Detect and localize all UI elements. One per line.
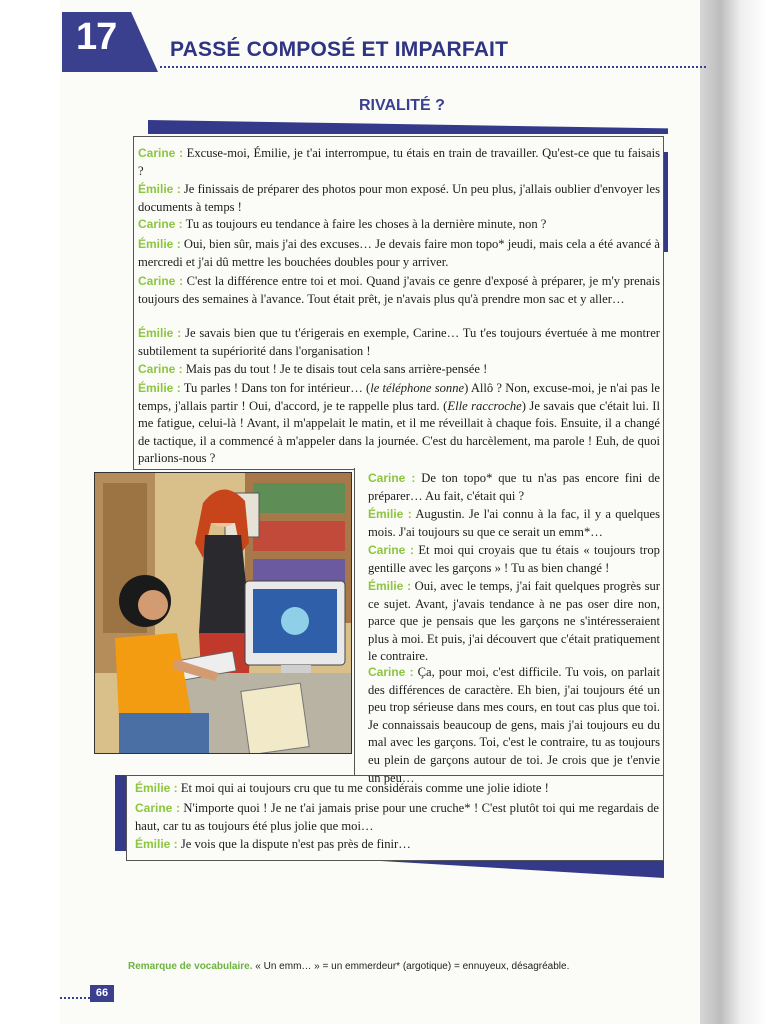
- dialogue-text: Mais pas du tout ! Je te disais tout cela sans arrière-pensée !: [185, 362, 488, 376]
- speaker-name: Carine :: [138, 274, 184, 288]
- header-divider: [160, 66, 706, 68]
- dialogue-text: Tu as toujours eu tendance à faire les choses à la dernière minute, non ?: [185, 217, 547, 231]
- speaker-name: Émilie :: [135, 781, 178, 795]
- dialogue-text: Je finissais de préparer des photos pour mon exposé. Un peu plus, j'allais oublier d'envoyer les documents à temps !: [138, 182, 660, 214]
- speaker-name: Carine :: [368, 543, 414, 557]
- dialogue-text: Oui, bien sûr, mais j'ai des excuses… Je devais faire mon topo* jeudi, mais cela a été avancé à mercredi et j'ai dû mettre les bouchées doubles pour y arriver.: [138, 237, 661, 269]
- speaker-name: Carine :: [368, 471, 416, 485]
- dialogue-line: [368, 664, 660, 787]
- text-part: ) Allô ? Non, excuse-moi, je n'ai pas le temps, j'allais partir ! Oui, d'accord, je te rappelle plus tard. (: [138, 381, 661, 413]
- speaker-name: Carine :: [135, 801, 180, 815]
- dialogue-text: Et moi qui croyais que tu étais « toujours trop gentille avec les garçons » ! Tu as bien changé !: [368, 543, 660, 575]
- dialogue-line: [138, 325, 660, 360]
- dialogue-text: Excuse-moi, Émilie, je t'ai interrompue, tu étais en train de travailler. Qu'est-ce que tu faisais ?: [138, 146, 660, 178]
- page-number-divider: [60, 997, 90, 999]
- stage-direction: le téléphone sonne: [370, 381, 465, 395]
- speaker-name: Carine :: [138, 217, 183, 231]
- dialogue-line: [135, 836, 659, 854]
- dialogue-text: De ton topo* que tu n'as pas encore fini de préparer… Au fait, c'était qui ?: [368, 471, 660, 503]
- dialogue-line: [368, 542, 660, 577]
- speaker-name: Émilie :: [138, 237, 181, 251]
- dialogue-text: Augustin. Je l'ai connu à la fac, il y a quelques mois. J'ai toujours su que ce serait un emm*…: [368, 507, 660, 539]
- speaker-name: Émilie :: [138, 326, 182, 340]
- page-number: 66: [90, 985, 114, 1002]
- dialogue-line: [138, 361, 660, 379]
- dialogue-line: [138, 181, 660, 216]
- vocabulary-note: [128, 961, 569, 972]
- speaker-name: Émilie :: [368, 507, 412, 521]
- chapter-title: PASSÉ COMPOSÉ ET IMPARFAIT: [170, 38, 509, 61]
- dialogue-text: Je savais bien que tu t'érigerais en exemple, Carine… Tu t'es toujours évertuée à me montrer subtilement ta supériorité dans l'organisation !: [138, 326, 660, 358]
- students-computer-illustration: [95, 473, 352, 754]
- vocabulary-note-text: « Un emm… » = un emmerdeur* (argotique) = ennuyeux, désagréable.: [255, 961, 570, 972]
- dialogue-text: N'importe quoi ! Je ne t'ai jamais prise pour une cruche* ! C'est plutôt toi qui me regardais de haut, car tu as toujours été plus jolie que moi…: [135, 801, 659, 833]
- speaker-name: Émilie :: [368, 579, 412, 593]
- dialogue-line: [138, 145, 660, 180]
- dialogue-line: [368, 470, 660, 505]
- dialogue-line: [135, 780, 659, 798]
- dialogue-line: [135, 800, 659, 835]
- chapter-number: 17: [76, 16, 117, 58]
- dialogue-text: Je vois que la dispute n'est pas près de finir…: [180, 837, 411, 851]
- dialogue-line: [368, 506, 660, 541]
- page-gutter-shadow: [700, 0, 768, 1024]
- dialogue-line: [368, 578, 660, 666]
- stage-direction: Elle raccroche: [447, 398, 522, 413]
- dialogue-text: Ça, pour moi, c'est difficile. Tu vois, on parlait des différences de caractère. Eh bien, j'ai toujours été un peu trop sérieuse dans mes cours, en tout cas plus que toi. Je connaissais beaucoup de gens, mais j'ai toujours eu du mal avec les garçons. Toi, c'est le contraire, tu as toujours eu plein de garçons autour de toi. Je crois que je t'envie un peu…: [368, 665, 660, 785]
- dialogue-text: C'est la différence entre toi et moi. Quand j'avais ce genre d'exposé à préparer, je m'y prenais toujours des semaines à l'avance. Tout était prêt, je n'avais plus qu'à prendre mon sac et y aller…: [138, 274, 660, 306]
- dialogue-line: [138, 273, 660, 308]
- speaker-name: Carine :: [368, 665, 414, 679]
- illustration: [94, 472, 352, 754]
- speaker-name: Carine :: [138, 146, 184, 160]
- text-part: ) Je savais que c'était lui. Il me fatigue, celui-là ! Avant, il m'appelait le matin, et il me réveillait à chaque fois. Ensuite, il a changé de tactique, il a commencé à m'appeler dans la journée. C'est du harcèlement, ma parole ! Euh, de quoi parlions-nous ?: [138, 398, 660, 466]
- text-part: Tu parles ! Dans ton for intérieur… (: [183, 381, 371, 395]
- dialogue-line: [138, 380, 660, 468]
- dialogue-line: [138, 216, 660, 234]
- speaker-name: Émilie :: [138, 182, 181, 196]
- speaker-name: Émilie :: [135, 837, 178, 851]
- dialogue-text: [138, 381, 660, 465]
- speaker-name: Émilie :: [138, 381, 181, 395]
- dialogue-line: [138, 236, 660, 271]
- dialogue-text: Et moi qui ai toujours cru que tu me considérais comme une jolie idiote !: [180, 781, 549, 795]
- vocabulary-note-label: Remarque de vocabulaire.: [128, 961, 253, 972]
- speaker-name: Carine :: [138, 362, 183, 376]
- dialogue-text: Oui, avec le temps, j'ai fait quelques progrès sur ce sujet. Avant, j'avais tendance à ne pas oser dire non, parce que je pensais que les garçons ne s'intéresseraient plus à moi. Et puis, j'ai découvert que c'était pratiquement le contraire.: [368, 579, 660, 664]
- section-title: RIVALITÉ ?: [359, 97, 445, 114]
